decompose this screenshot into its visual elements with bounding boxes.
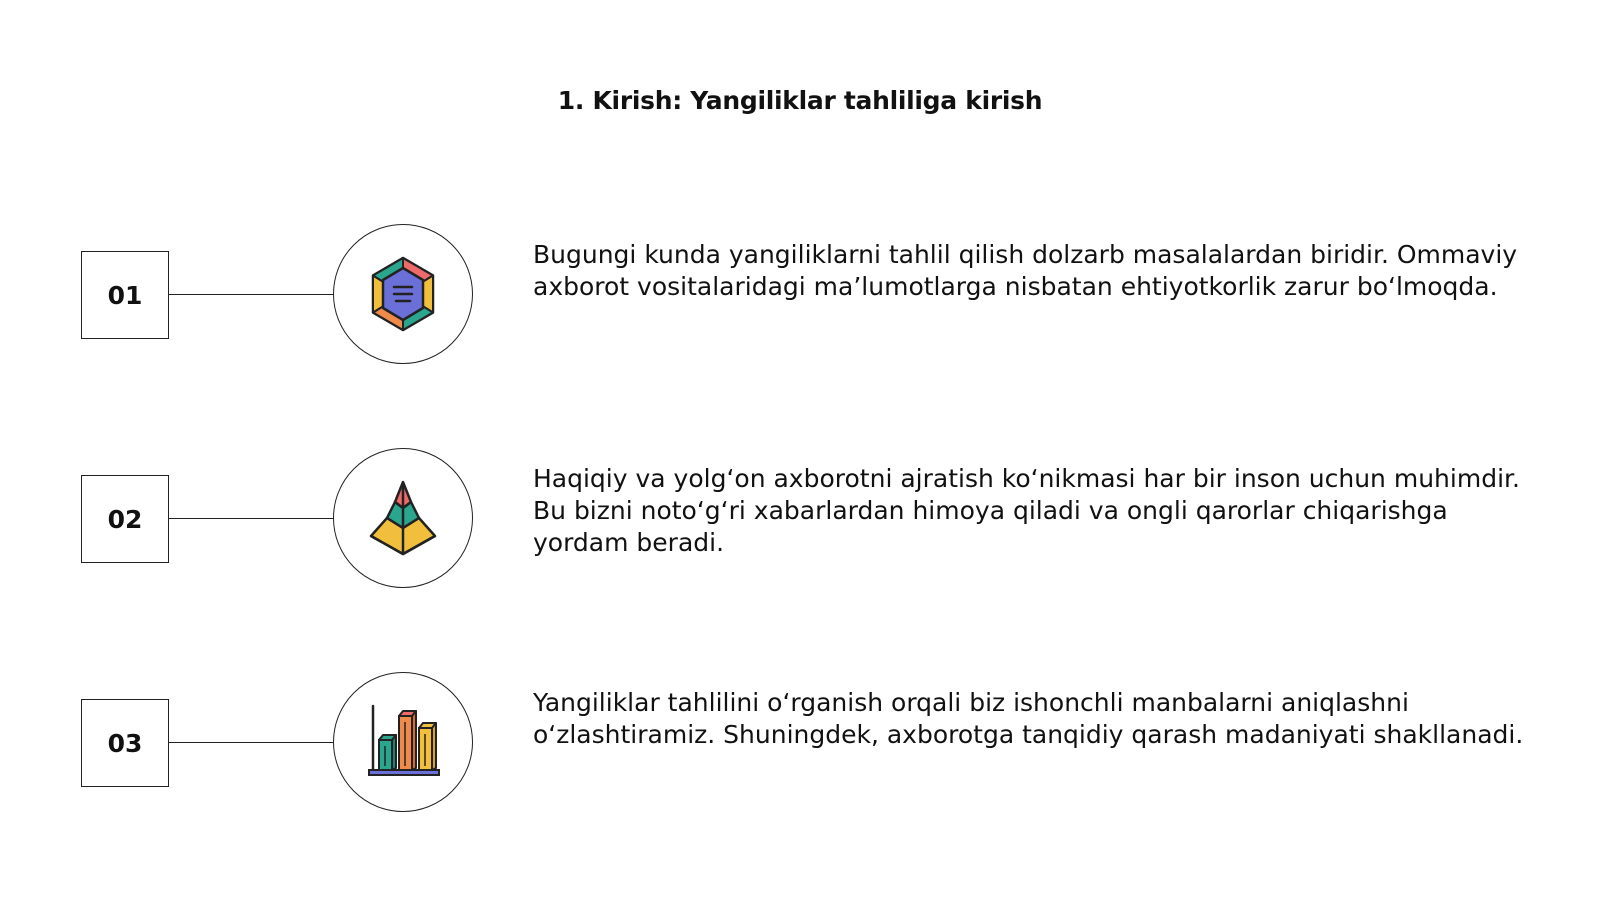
item-description: Bugungi kunda yangiliklarni tahlil qilish dolzarb masalalardan biridir. Ommaviy axborot vositalaridagi ma’lumotlarga nisbatan ehtiyotkorlik zarur bo‘lmoqda. (533, 240, 1518, 301)
item-number-box: 03 (81, 699, 169, 787)
hexagon-icon (361, 252, 445, 336)
connector-line (169, 742, 334, 743)
list-item (0, 224, 1600, 364)
list-item (0, 672, 1600, 812)
list-item (0, 448, 1600, 588)
item-description: Yangiliklar tahlilini o‘rganish orqali biz ishonchli manbalarni aniqlashni o‘zlashtiramiz. Shuningdek, axborotga tanqidiy qarash madaniyati shakllanadi. (533, 688, 1524, 749)
connector-line (169, 518, 334, 519)
item-description: Haqiqiy va yolg‘on axborotni ajratish ko‘nikmasi har bir inson uchun muhimdir. Bu bizni noto‘g‘ri xabarlardan himoya qiladi va ongli qarorlar chiqarishga yordam beradi. (533, 464, 1520, 557)
slide-title: 1. Kirish: Yangiliklar tahliliga kirish (557, 86, 1043, 115)
connector-line (169, 294, 334, 295)
icon-circle (333, 448, 473, 588)
item-number-box: 02 (81, 475, 169, 563)
icon-circle (333, 672, 473, 812)
pyramid-icon (361, 476, 445, 560)
item-number-box: 01 (81, 251, 169, 339)
icon-circle (333, 224, 473, 364)
bar-chart-icon (361, 700, 445, 784)
